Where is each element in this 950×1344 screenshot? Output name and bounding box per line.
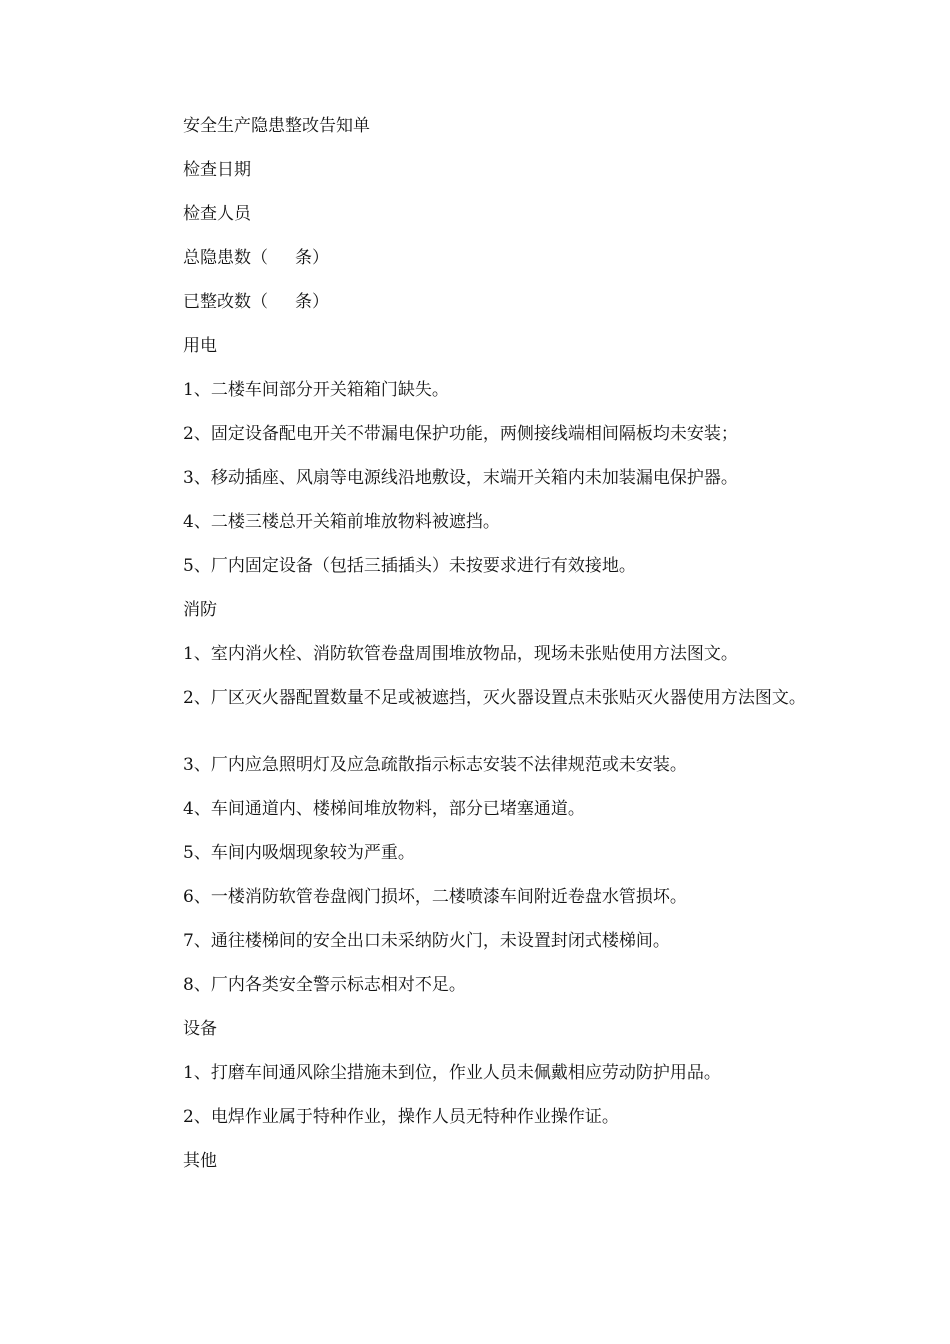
section-heading-electric: 用电	[183, 336, 217, 356]
equipment-item: 2、电焊作业属于特种作业，操作人员无特种作业操作证。	[183, 1107, 619, 1127]
fire-item: 1、室内消火栓、消防软管卷盘周围堆放物品，现场未张贴使用方法图文。	[183, 644, 738, 664]
section-heading-other: 其他	[183, 1151, 217, 1171]
document-title: 安全生产隐患整改告知单	[183, 116, 370, 136]
electric-item: 3、移动插座、风扇等电源线沿地敷设，末端开关箱内未加装漏电保护器。	[183, 468, 738, 488]
fire-item: 4、车间通道内、楼梯间堆放物料，部分已堵塞通道。	[183, 799, 585, 819]
section-heading-equipment: 设备	[183, 1019, 217, 1039]
fire-item: 3、厂内应急照明灯及应急疏散指示标志安装不法律规范或未安装。	[183, 755, 687, 775]
fire-item: 8、厂内各类安全警示标志相对不足。	[183, 975, 466, 995]
total-hazards-label: 总隐患数（ 条）	[183, 248, 330, 268]
inspector-label: 检查人员	[183, 204, 251, 224]
electric-item: 5、厂内固定设备（包括三插插头）未按要求进行有效接地。	[183, 556, 636, 576]
equipment-item: 1、打磨车间通风除尘措施未到位，作业人员未佩戴相应劳动防护用品。	[183, 1063, 721, 1083]
electric-item: 4、二楼三楼总开关箱前堆放物料被遮挡。	[183, 512, 500, 532]
fire-item: 6、一楼消防软管卷盘阀门损坏，二楼喷漆车间附近卷盘水管损坏。	[183, 887, 687, 907]
fire-item: 5、车间内吸烟现象较为严重。	[183, 843, 415, 863]
electric-item: 1、二楼车间部分开关箱箱门缺失。	[183, 380, 449, 400]
fire-item: 2、厂区灭火器配置数量不足或被遮挡，灭火器设置点未张贴灭火器使用方法图文。	[183, 688, 806, 708]
fire-item: 7、通往楼梯间的安全出口未采纳防火门，未设置封闭式楼梯间。	[183, 931, 670, 951]
check-date-label: 检查日期	[183, 160, 251, 180]
rectified-count-label: 已整改数（ 条）	[183, 292, 330, 312]
electric-item: 2、固定设备配电开关不带漏电保护功能，两侧接线端相间隔板均未安装；	[183, 424, 738, 444]
section-heading-fire: 消防	[183, 600, 217, 620]
